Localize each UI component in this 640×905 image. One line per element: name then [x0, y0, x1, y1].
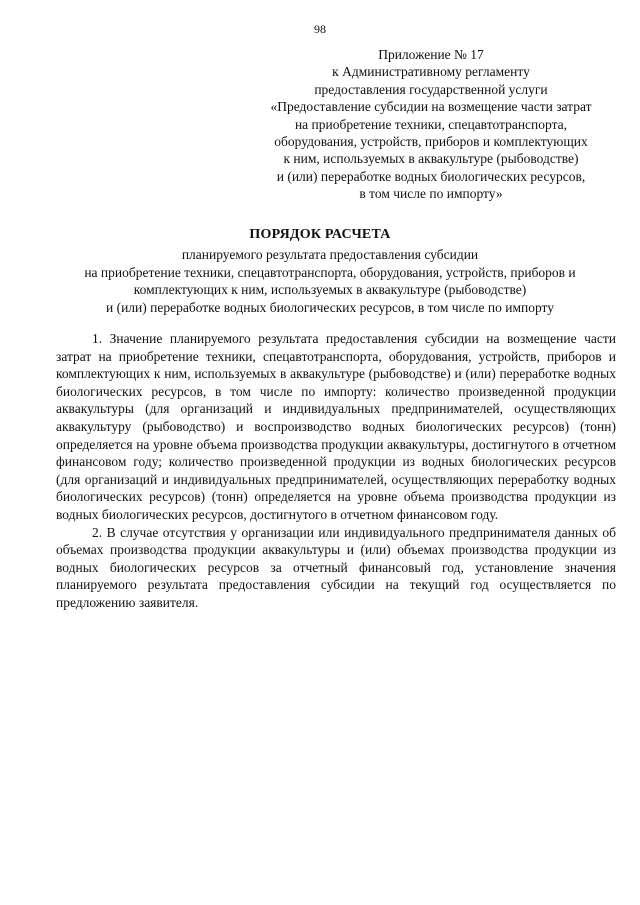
body-paragraph: 1. Значение планируемого результата предоставления субсидии на возмещение части затрат на приобретение техники, спецавтотранспорта, оборудования, устройств, приборов и комплектующих к ним, используемых в аквакультуре (рыбоводстве) и (или) переработке водных биологических ресурсов, в том числе по импорту: количество произведенной продукции аквакультуры (для организаций и индивидуальных предпринимателей, осуществляющих аквакультуру (рыбоводство) и воспроизводство водных биологических ресурсов) (тонн) определяется на уровне объема производства продукции аквакультуры, достигнутого в отчетном финансовом году; количество произведенной продукции из водных биологических ресурсов (для организаций и индивидуальных предпринимателей, осуществляющих переработку водных биологических ресурсов) (тонн) определяется на уровне объема производства продукции из водных биологических ресурсов, достигнутого в отчетном финансовом году.	[56, 331, 616, 522]
subtitle-line: на приобретение техники, спецавтотранспорта, оборудования, устройств, приборов и	[84, 264, 576, 280]
appendix-line: оборудования, устройств, приборов и комплектующих	[274, 134, 588, 150]
appendix-line: на приобретение техники, спецавтотранспорта,	[294, 116, 568, 132]
body-paragraph: 2. В случае отсутствия у организации или индивидуального предпринимателя данных об объемах производства продукции аквакультуры и (или) объемах производства продукции из водных биологических ресурсов за отчетный финансовый год, установление значения планируемого результата предоставления субсидии на текущий год осуществляется по предложению заявителя.	[56, 524, 616, 610]
subtitle-line: и (или) переработке водных биологических ресурсов, в том числе по импорту	[105, 299, 555, 315]
appendix-line: к Административному регламенту	[332, 64, 530, 80]
document-title: ПОРЯДОК РАСЧЕТА	[249, 227, 391, 242]
page-number: 98	[314, 22, 326, 36]
appendix-line: «Предоставление субсидии на возмещение части затрат	[270, 99, 592, 115]
subtitle-line: комплектующих к ним, используемых в аквакультуре (рыбоводстве)	[133, 282, 527, 298]
appendix-line: Приложение № 17	[378, 47, 484, 62]
appendix-line: предоставления государственной услуги	[314, 81, 548, 97]
subtitle-line: планируемого результата предоставления субсидии	[181, 247, 479, 262]
appendix-line: в том числе по импорту»	[359, 186, 503, 202]
appendix-header	[236, 46, 626, 203]
document-body	[56, 330, 616, 612]
document-subtitle	[40, 246, 620, 316]
appendix-line: к ним, используемых в аквакультуре (рыбоводстве)	[283, 151, 579, 167]
appendix-line: и (или) переработке водных биологических ресурсов,	[276, 168, 586, 184]
